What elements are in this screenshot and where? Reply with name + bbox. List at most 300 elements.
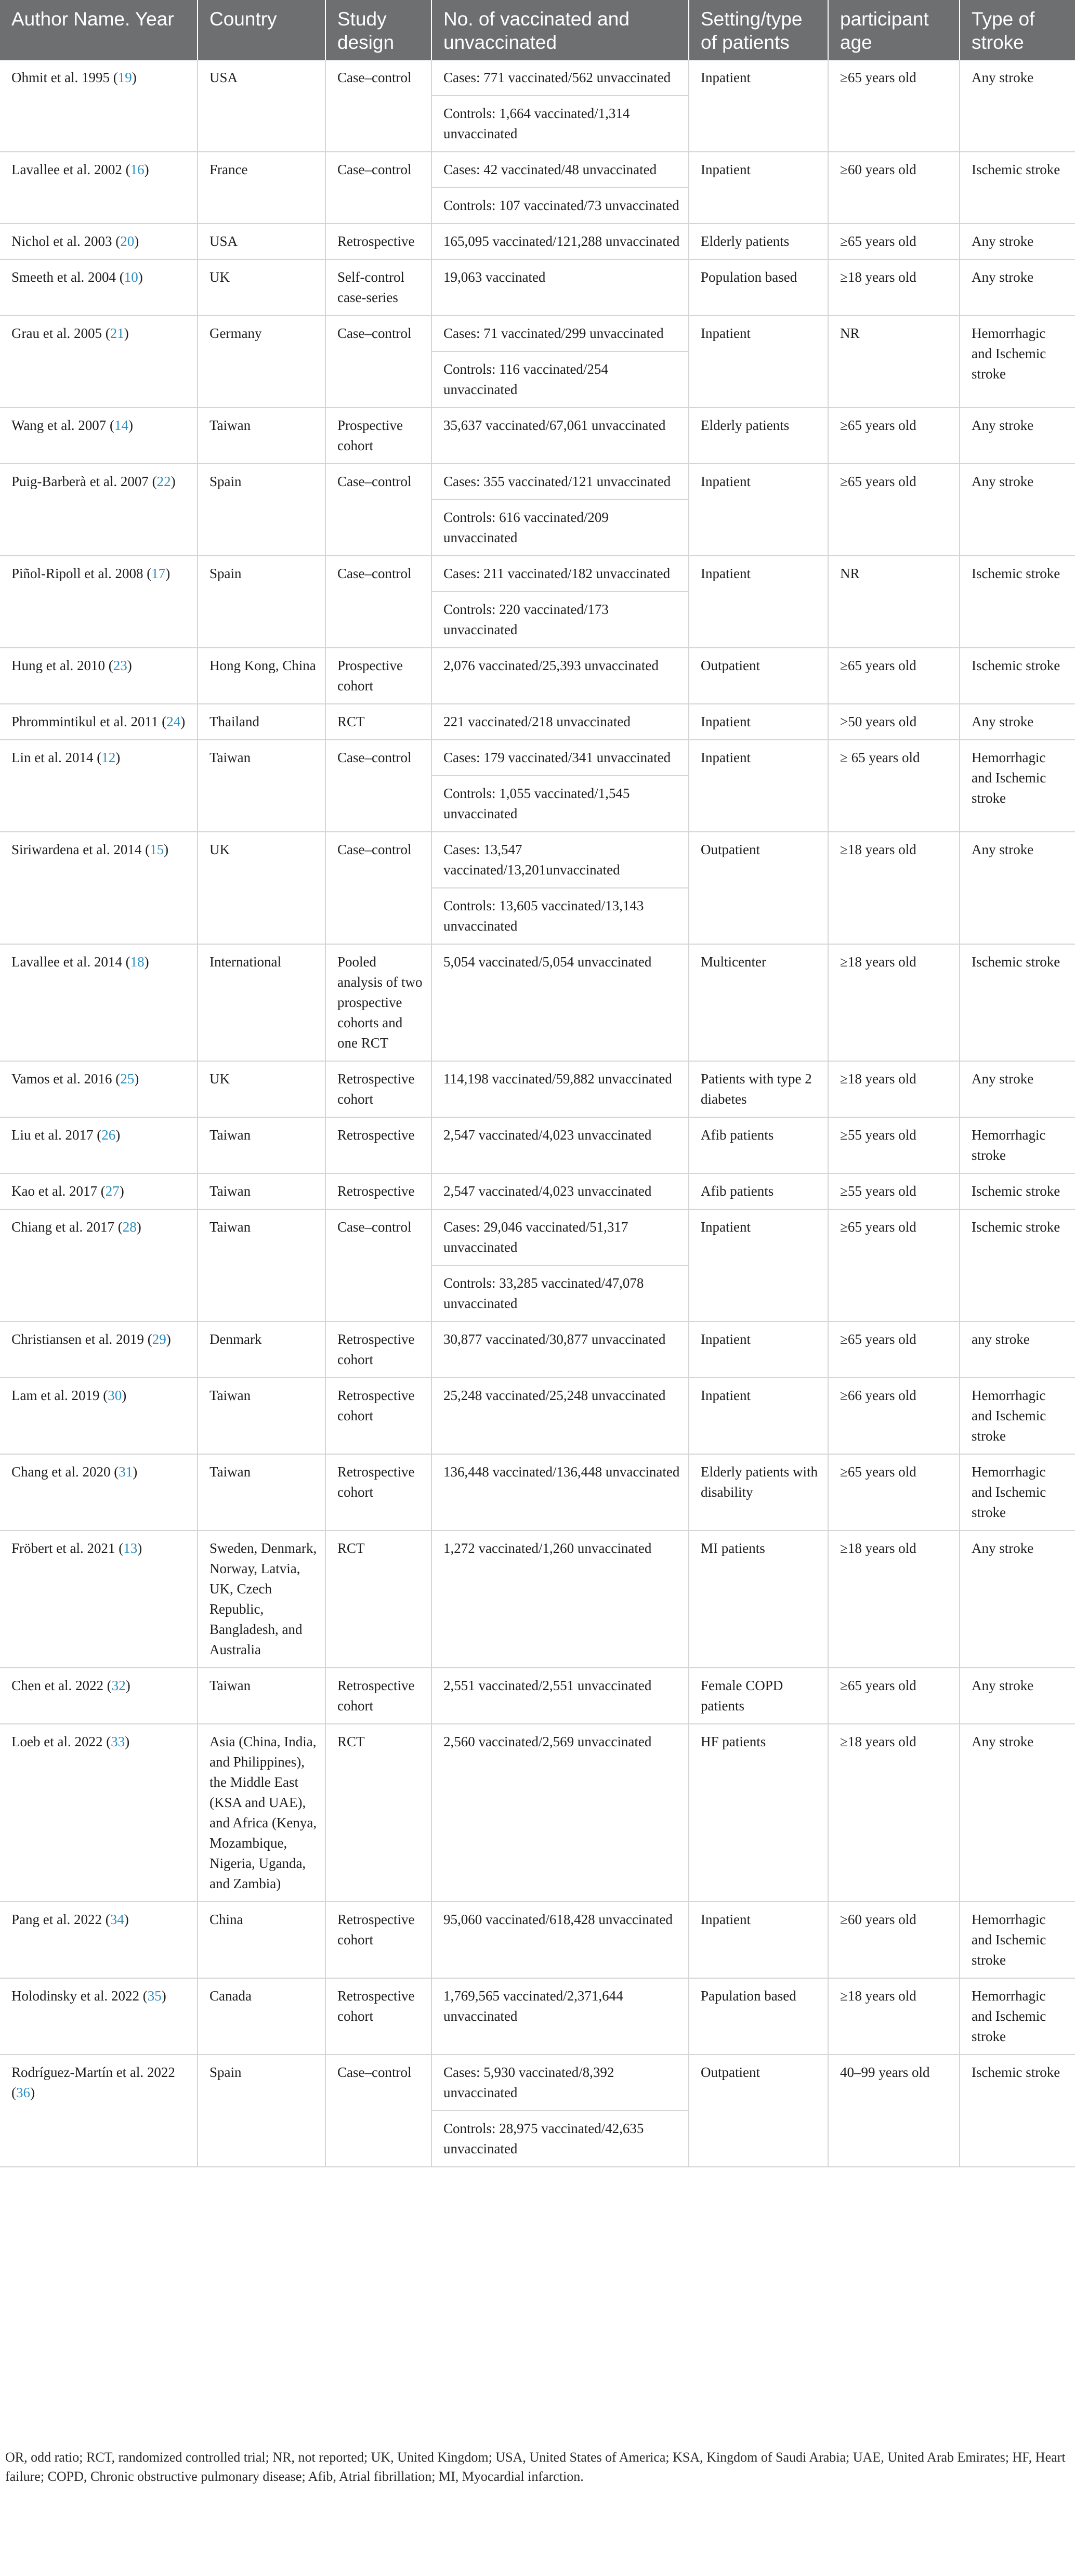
cell-study-design: Case–control [325,2055,431,2167]
cell-stroke-type: Ischemic stroke [960,944,1075,1061]
vaccinated-entry: 1,769,565 vaccinated/2,371,644 unvaccinated [443,1988,623,2024]
cell-age: ≥55 years old [828,1117,960,1173]
cell-author [0,1902,198,1978]
author-name: Chen et al. 2022 ( [11,1678,112,1693]
cell-setting: HF patients [689,1724,828,1902]
header-setting: Setting/type of patients [689,0,828,60]
cell-age: ≥18 years old [828,944,960,1061]
table-row [0,1902,1075,1978]
reference-link[interactable]: 15 [150,842,164,857]
cell-country: Canada [198,1978,325,2055]
cell-vaccinated [431,944,689,1061]
closing-paren: ) [137,1540,142,1556]
cell-study-design: Case–control [325,556,431,648]
table-row [0,259,1075,316]
reference-link[interactable]: 33 [111,1734,125,1749]
vaccinated-entry: Cases: 211 vaccinated/182 unvaccinated [443,566,671,581]
cell-country: Taiwan [198,1117,325,1173]
table-row [0,2055,1075,2167]
cell-study-design: Case–control [325,832,431,944]
reference-link[interactable]: 27 [105,1183,120,1199]
table-row [0,1668,1075,1724]
vaccinated-entry: 25,248 vaccinated/25,248 unvaccinated [443,1388,666,1403]
closing-paren: ) [122,1388,127,1403]
table-row [0,316,1075,408]
author-name: Fröbert et al. 2021 ( [11,1540,124,1556]
cell-vaccinated [431,2055,689,2167]
cell-country: Hong Kong, China [198,648,325,704]
author-name: Holodinsky et al. 2022 ( [11,1988,148,2004]
reference-link[interactable]: 20 [120,233,135,249]
closing-paren: ) [128,417,134,433]
cell-age: ≥60 years old [828,152,960,224]
vaccinated-entry: Controls: 33,285 vaccinated/47,078 unvaccinated [432,1265,688,1321]
reference-link[interactable]: 12 [101,750,116,765]
cell-setting: Papulation based [689,1978,828,2055]
reference-link[interactable]: 35 [147,1988,162,2004]
vaccinated-entry: 2,076 vaccinated/25,393 unvaccinated [443,658,659,673]
cell-author [0,1322,198,1378]
cell-age: ≥65 years old [828,464,960,556]
reference-link[interactable]: 13 [123,1540,138,1556]
cell-study-design: RCT [325,1724,431,1902]
table-row [0,1378,1075,1454]
cell-stroke-type: Ischemic stroke [960,1173,1075,1209]
cell-stroke-type: Ischemic stroke [960,152,1075,224]
cell-vaccinated [431,556,689,648]
author-name: Vamos et al. 2016 ( [11,1071,121,1087]
author-name: Lin et al. 2014 ( [11,750,102,765]
vaccinated-entry: 165,095 vaccinated/121,288 unvaccinated [443,233,680,249]
reference-link[interactable]: 28 [122,1219,137,1235]
author-name: Lavallee et al. 2014 ( [11,954,130,970]
cell-age: ≥18 years old [828,259,960,316]
cell-author [0,556,198,648]
table-row [0,1978,1075,2055]
cell-study-design: Case–control [325,464,431,556]
cell-country: Asia (China, India, and Philippines), the Middle East (KSA and UAE), and Africa (Kenya, Mozambique, Nigeria, Uganda, and Zambia) [198,1724,325,1902]
closing-paren: ) [134,1071,139,1087]
table-row [0,1724,1075,1902]
author-name: Wang et al. 2007 ( [11,417,115,433]
vaccinated-entry: Controls: 1,055 vaccinated/1,545 unvaccinated [432,775,688,831]
cell-author [0,1724,198,1902]
vaccinated-entry: Controls: 13,605 vaccinated/13,143 unvaccinated [432,887,688,944]
author-name: Pang et al. 2022 ( [11,1912,110,1927]
cell-age: ≥65 years old [828,224,960,259]
cell-study-design: Pooled analysis of two prospective cohorts and one RCT [325,944,431,1061]
vaccinated-entry: Controls: 28,975 vaccinated/42,635 unvaccinated [432,2110,688,2166]
cell-age: ≥18 years old [828,1531,960,1668]
author-name: Smeeth et al. 2004 ( [11,269,124,285]
cell-study-design: Prospective cohort [325,408,431,464]
cell-age: ≥65 years old [828,1668,960,1724]
cell-setting: Inpatient [689,1209,828,1322]
vaccinated-entry: Cases: 179 vaccinated/341 unvaccinated [443,750,671,765]
cell-vaccinated [431,259,689,316]
cell-country: Germany [198,316,325,408]
reference-link[interactable]: 21 [110,325,124,341]
cell-vaccinated [431,408,689,464]
cell-stroke-type: Hemorrhagic and Ischemic stroke [960,1902,1075,1978]
author-name: Phrommintikul et al. 2011 ( [11,714,167,729]
table-row [0,152,1075,224]
vaccinated-entry: Controls: 1,664 vaccinated/1,314 unvaccinated [432,95,688,151]
cell-stroke-type: Any stroke [960,1724,1075,1902]
reference-link[interactable]: 29 [152,1331,166,1347]
closing-paren: ) [171,474,176,489]
table-footnote: OR, odd ratio; RCT, randomized controlled trial; NR, not reported; UK, United Kingdom; USA, United States of America; KSA, Kingdom of Saudi Arabia; UAE, United Arab Emirates; HF, Heart failure; COPD, Chronic obstructive pulmonary disease; Afib, Atrial fibrillation; MI, Myocardial infarction. [5,2450,1066,2484]
cell-vaccinated [431,1454,689,1531]
reference-link[interactable]: 22 [156,474,171,489]
cell-setting: Female COPD patients [689,1668,828,1724]
reference-link[interactable]: 23 [113,658,127,673]
cell-stroke-type: Any stroke [960,1668,1075,1724]
cell-vaccinated [431,224,689,259]
cell-country: Taiwan [198,740,325,832]
cell-stroke-type: Any stroke [960,1531,1075,1668]
cell-study-design: Case–control [325,316,431,408]
table-row [0,704,1075,740]
cell-setting: Patients with type 2 diabetes [689,1061,828,1117]
table-row [0,1322,1075,1378]
table-row [0,1117,1075,1173]
cell-vaccinated [431,1322,689,1378]
author-name: Hung et al. 2010 ( [11,658,113,673]
cell-study-design: RCT [325,1531,431,1668]
cell-country: International [198,944,325,1061]
cell-study-design: Case–control [325,1209,431,1322]
vaccinated-entry: 19,063 vaccinated [443,269,546,285]
vaccinated-entry: Controls: 116 vaccinated/254 unvaccinated [432,351,688,407]
reference-link[interactable]: 30 [108,1388,122,1403]
table-row [0,464,1075,556]
closing-paren: ) [144,954,149,970]
cell-setting: Inpatient [689,316,828,408]
closing-paren: ) [124,325,129,341]
cell-stroke-type: Any stroke [960,224,1075,259]
vaccinated-entry: 136,448 vaccinated/136,448 unvaccinated [443,1464,680,1480]
cell-author [0,1378,198,1454]
cell-country: UK [198,832,325,944]
table-row [0,1454,1075,1531]
cell-setting: Outpatient [689,2055,828,2167]
cell-stroke-type: Any stroke [960,704,1075,740]
author-name: Puig-Barberà et al. 2007 ( [11,474,157,489]
table-row [0,60,1075,152]
table-row [0,224,1075,259]
cell-vaccinated [431,1173,689,1209]
vaccinated-entry: Controls: 107 vaccinated/73 unvaccinated [432,187,688,223]
cell-author [0,740,198,832]
cell-age: ≥65 years old [828,1322,960,1378]
author-name: Nichol et al. 2003 ( [11,233,121,249]
cell-country: China [198,1902,325,1978]
cell-age: ≥66 years old [828,1378,960,1454]
cell-setting: Inpatient [689,464,828,556]
cell-author [0,60,198,152]
table-row [0,944,1075,1061]
reference-link[interactable]: 34 [110,1912,124,1927]
cell-stroke-type: Any stroke [960,259,1075,316]
author-name: Grau et al. 2005 ( [11,325,110,341]
reference-link[interactable]: 36 [16,2085,30,2100]
cell-country: Sweden, Denmark, Norway, Latvia, UK, Czech Republic, Bangladesh, and Australia [198,1531,325,1668]
closing-paren: ) [166,1331,171,1347]
cell-vaccinated [431,316,689,408]
cell-country: Denmark [198,1322,325,1378]
closing-paren: ) [125,1678,130,1693]
cell-author [0,1531,198,1668]
cell-setting: Outpatient [689,648,828,704]
cell-vaccinated [431,832,689,944]
reference-link[interactable]: 25 [120,1071,135,1087]
header-stroke-type: Type of stroke [960,0,1075,60]
cell-stroke-type: Any stroke [960,1061,1075,1117]
cell-country: Taiwan [198,1209,325,1322]
closing-paren: ) [125,1734,130,1749]
vaccinated-entry: Controls: 616 vaccinated/209 unvaccinated [432,499,688,555]
vaccinated-entry: Cases: 13,547 vaccinated/13,201unvaccinated [443,842,620,878]
cell-study-design: Retrospective [325,1173,431,1209]
cell-study-design: Prospective cohort [325,648,431,704]
cell-setting: Inpatient [689,1378,828,1454]
header-vaccinated: No. of vaccinated and unvaccinated [431,0,689,60]
table-row [0,1061,1075,1117]
cell-country: Spain [198,464,325,556]
cell-author [0,408,198,464]
table-row [0,1209,1075,1322]
table-row [0,556,1075,648]
cell-age: 40–99 years old [828,2055,960,2167]
author-name: Siriwardena et al. 2014 ( [11,842,150,857]
cell-setting: Inpatient [689,1902,828,1978]
header-row [0,0,1075,60]
cell-country: France [198,152,325,224]
cell-age: ≥18 years old [828,1061,960,1117]
cell-stroke-type: Ischemic stroke [960,2055,1075,2167]
cell-age: ≥ 65 years old [828,740,960,832]
reference-link[interactable]: 16 [130,162,145,177]
closing-paren: ) [165,566,171,581]
vaccinated-entry: 5,054 vaccinated/5,054 unvaccinated [443,954,652,970]
cell-vaccinated [431,1902,689,1978]
author-name: Piñol-Ripoll et al. 2008 ( [11,566,152,581]
cell-vaccinated [431,1978,689,2055]
cell-stroke-type: Hemorrhagic stroke [960,1117,1075,1173]
cell-study-design: Case–control [325,740,431,832]
cell-setting: Elderly patients [689,224,828,259]
cell-vaccinated [431,740,689,832]
vaccinated-entry: 2,560 vaccinated/2,569 unvaccinated [443,1734,652,1749]
author-name: Lam et al. 2019 ( [11,1388,108,1403]
table-row [0,408,1075,464]
vaccinated-entry: 95,060 vaccinated/618,428 unvaccinated [443,1912,673,1927]
header-country: Country [198,0,325,60]
vaccinated-entry: Cases: 355 vaccinated/121 unvaccinated [443,474,671,489]
cell-study-design: Retrospective cohort [325,1902,431,1978]
closing-paren: ) [115,1127,121,1143]
cell-age: NR [828,316,960,408]
cell-setting: MI patients [689,1531,828,1668]
header-study-design: Study design [325,0,431,60]
cell-stroke-type: any stroke [960,1322,1075,1378]
cell-study-design: Retrospective [325,224,431,259]
cell-stroke-type: Hemorrhagic and Ischemic stroke [960,1378,1075,1454]
cell-author [0,1978,198,2055]
cell-stroke-type: Ischemic stroke [960,1209,1075,1322]
cell-country: Taiwan [198,1378,325,1454]
cell-stroke-type: Any stroke [960,60,1075,152]
cell-study-design: Retrospective cohort [325,1454,431,1531]
cell-author [0,1061,198,1117]
closing-paren: ) [132,70,137,85]
cell-setting: Elderly patients with disability [689,1454,828,1531]
table-header [0,0,1075,60]
closing-paren: ) [144,162,149,177]
cell-study-design: Case–control [325,152,431,224]
cell-vaccinated [431,1724,689,1902]
cell-stroke-type: Any stroke [960,832,1075,944]
cell-vaccinated [431,152,689,224]
cell-country: Taiwan [198,1173,325,1209]
cell-country: UK [198,259,325,316]
author-name: Chiang et al. 2017 ( [11,1219,123,1235]
cell-study-design: Retrospective cohort [325,1668,431,1724]
table-row [0,1173,1075,1209]
reference-link[interactable]: 26 [101,1127,116,1143]
closing-paren: ) [180,714,186,729]
reference-link[interactable]: 19 [117,70,132,85]
cell-setting: Inpatient [689,740,828,832]
closing-paren: ) [136,1219,141,1235]
header-author: Author Name. Year [0,0,198,60]
cell-study-design: RCT [325,704,431,740]
closing-paren: ) [30,2085,35,2100]
cell-age: >50 years old [828,704,960,740]
reference-link[interactable]: 18 [130,954,145,970]
vaccinated-entry: 35,637 vaccinated/67,061 unvaccinated [443,417,666,433]
cell-author [0,704,198,740]
cell-study-design: Retrospective cohort [325,1322,431,1378]
cell-setting: Inpatient [689,704,828,740]
cell-setting: Outpatient [689,832,828,944]
cell-setting: Elderly patients [689,408,828,464]
reference-link[interactable]: 10 [124,269,138,285]
vaccinated-entry: Cases: 29,046 vaccinated/51,317 unvaccinated [443,1219,628,1255]
vaccinated-entry: 114,198 vaccinated/59,882 unvaccinated [443,1071,672,1087]
cell-setting: Inpatient [689,1322,828,1378]
author-name: Rodríguez-Martín et al. 2022 ( [11,2064,175,2100]
closing-paren: ) [124,1912,129,1927]
header-age: participant age [828,0,960,60]
cell-age: NR [828,556,960,648]
cell-vaccinated [431,1061,689,1117]
reference-link[interactable]: 32 [111,1678,126,1693]
cell-vaccinated [431,648,689,704]
vaccinated-entry: Cases: 5,930 vaccinated/8,392 unvaccinated [443,2064,614,2100]
author-name: Lavallee et al. 2002 ( [11,162,130,177]
cell-author [0,832,198,944]
cell-author [0,259,198,316]
cell-vaccinated [431,60,689,152]
cell-stroke-type: Hemorrhagic and Ischemic stroke [960,1978,1075,2055]
cell-country: Spain [198,2055,325,2167]
author-name: Kao et al. 2017 ( [11,1183,106,1199]
cell-author [0,1454,198,1531]
cell-stroke-type: Hemorrhagic and Ischemic stroke [960,1454,1075,1531]
cell-study-design: Retrospective cohort [325,1978,431,2055]
cell-country: USA [198,60,325,152]
cell-vaccinated [431,1117,689,1173]
author-name: Christiansen et al. 2019 ( [11,1331,152,1347]
cell-study-design: Retrospective [325,1117,431,1173]
cell-setting: Inpatient [689,556,828,648]
cell-age: ≥60 years old [828,1902,960,1978]
vaccinated-entry: Cases: 71 vaccinated/299 unvaccinated [443,325,664,341]
cell-study-design: Case–control [325,60,431,152]
closing-paren: ) [138,269,143,285]
cell-country: Taiwan [198,1454,325,1531]
cell-author [0,944,198,1061]
vaccinated-entry: Cases: 771 vaccinated/562 unvaccinated [443,70,671,85]
closing-paren: ) [134,233,139,249]
cell-country: Spain [198,556,325,648]
cell-setting: Inpatient [689,152,828,224]
cell-vaccinated [431,1531,689,1668]
reference-link[interactable]: 17 [151,566,166,581]
vaccinated-entry: 2,551 vaccinated/2,551 unvaccinated [443,1678,652,1693]
cell-age: ≥65 years old [828,1454,960,1531]
cell-setting: Population based [689,259,828,316]
cell-vaccinated [431,1378,689,1454]
closing-paren: ) [164,842,169,857]
table-row [0,648,1075,704]
cell-author [0,224,198,259]
cell-country: Thailand [198,704,325,740]
closing-paren: ) [119,1183,124,1199]
cell-author [0,2055,198,2167]
cell-study-design: Self-control case-series [325,259,431,316]
cell-setting: Afib patients [689,1117,828,1173]
closing-paren: ) [127,658,132,673]
vaccinated-entry: Controls: 220 vaccinated/173 unvaccinated [432,591,688,647]
cell-vaccinated [431,1209,689,1322]
cell-age: ≥65 years old [828,408,960,464]
cell-author [0,316,198,408]
cell-age: ≥65 years old [828,648,960,704]
cell-author [0,648,198,704]
closing-paren: ) [133,1464,138,1480]
author-name: Chang et al. 2020 ( [11,1464,119,1480]
cell-age: ≥65 years old [828,60,960,152]
closing-paren: ) [161,1988,166,2004]
cell-author [0,464,198,556]
reference-link[interactable]: 31 [119,1464,133,1480]
cell-author [0,1209,198,1322]
cell-country: UK [198,1061,325,1117]
cell-age: ≥18 years old [828,1978,960,2055]
reference-link[interactable]: 24 [166,714,181,729]
cell-stroke-type: Ischemic stroke [960,648,1075,704]
cell-author [0,1117,198,1173]
author-name: Liu et al. 2017 ( [11,1127,102,1143]
vaccinated-entry: 1,272 vaccinated/1,260 unvaccinated [443,1540,652,1556]
cell-country: Taiwan [198,408,325,464]
reference-link[interactable]: 14 [114,417,129,433]
cell-vaccinated [431,464,689,556]
cell-setting: Multicenter [689,944,828,1061]
